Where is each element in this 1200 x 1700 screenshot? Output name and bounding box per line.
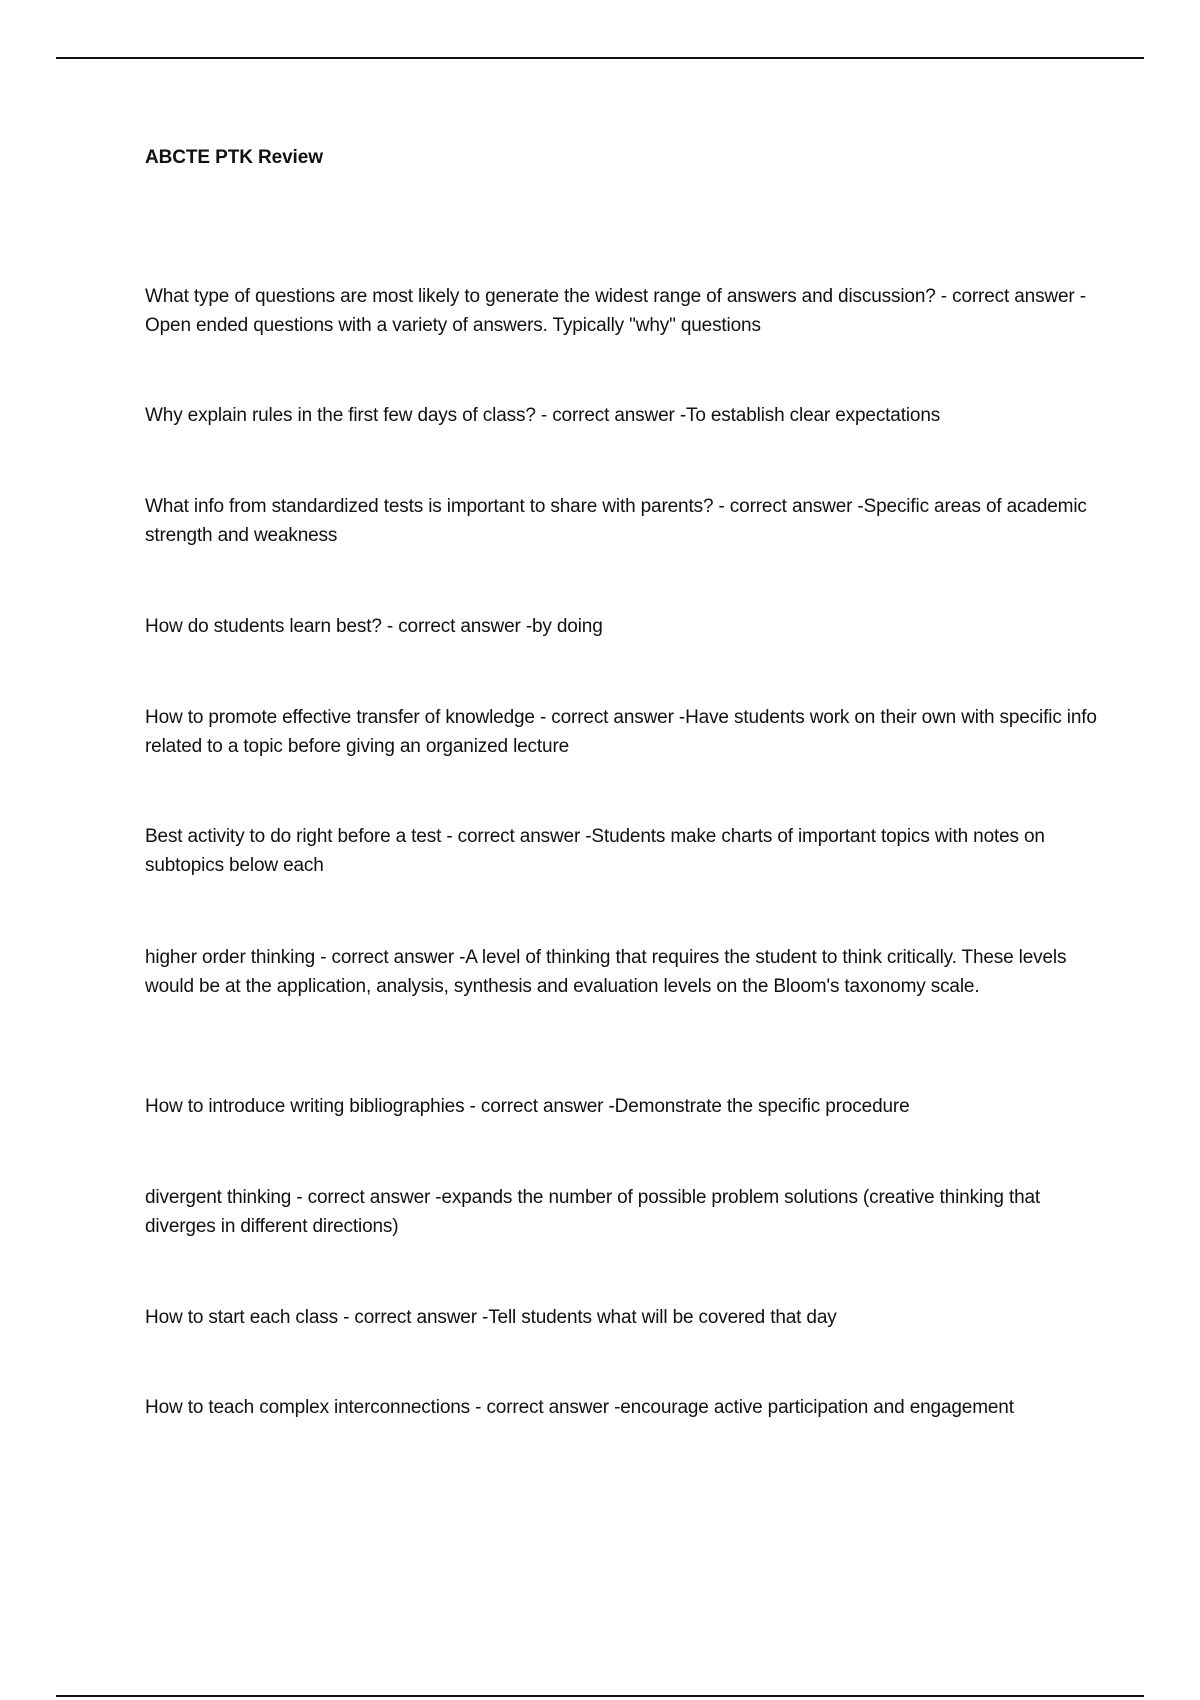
qa-item: What info from standardized tests is important to share with parents? - correct answer -Specific areas of academic strength and weakness bbox=[145, 496, 1087, 546]
header-rule bbox=[56, 57, 1144, 59]
qa-item: How to start each class - correct answer -Tell students what will be covered that day bbox=[145, 1307, 837, 1328]
qa-item: Why explain rules in the first few days of class? - correct answer -To establish clear expectations bbox=[145, 405, 941, 426]
qa-item: How do students learn best? - correct answer -by doing bbox=[145, 616, 603, 637]
qa-item: What type of questions are most likely to generate the widest range of answers and discussion? - correct answer -Open ended questions with a variety of answers. Typically "why" questions bbox=[145, 286, 1086, 336]
footer-rule bbox=[56, 1695, 1144, 1697]
qa-item: How to promote effective transfer of knowledge - correct answer -Have students work on their own with specific info related to a topic before giving an organized lecture bbox=[145, 707, 1097, 757]
qa-item: How to introduce writing bibliographies - correct answer -Demonstrate the specific procedure bbox=[145, 1096, 910, 1117]
qa-item: Best activity to do right before a test - correct answer -Students make charts of important topics with notes on subtopics below each bbox=[145, 826, 1045, 876]
page-title: ABCTE PTK Review bbox=[145, 147, 323, 168]
qa-item: How to teach complex interconnections - correct answer -encourage active participation and engagement bbox=[145, 1397, 1014, 1418]
qa-item: higher order thinking - correct answer -A level of thinking that requires the student to think critically. These levels would be at the application, analysis, synthesis and evaluation levels on the Bloom's taxonomy scale. bbox=[145, 947, 1067, 997]
qa-item: divergent thinking - correct answer -expands the number of possible problem solutions (creative thinking that diverges in different directions) bbox=[145, 1187, 1041, 1237]
